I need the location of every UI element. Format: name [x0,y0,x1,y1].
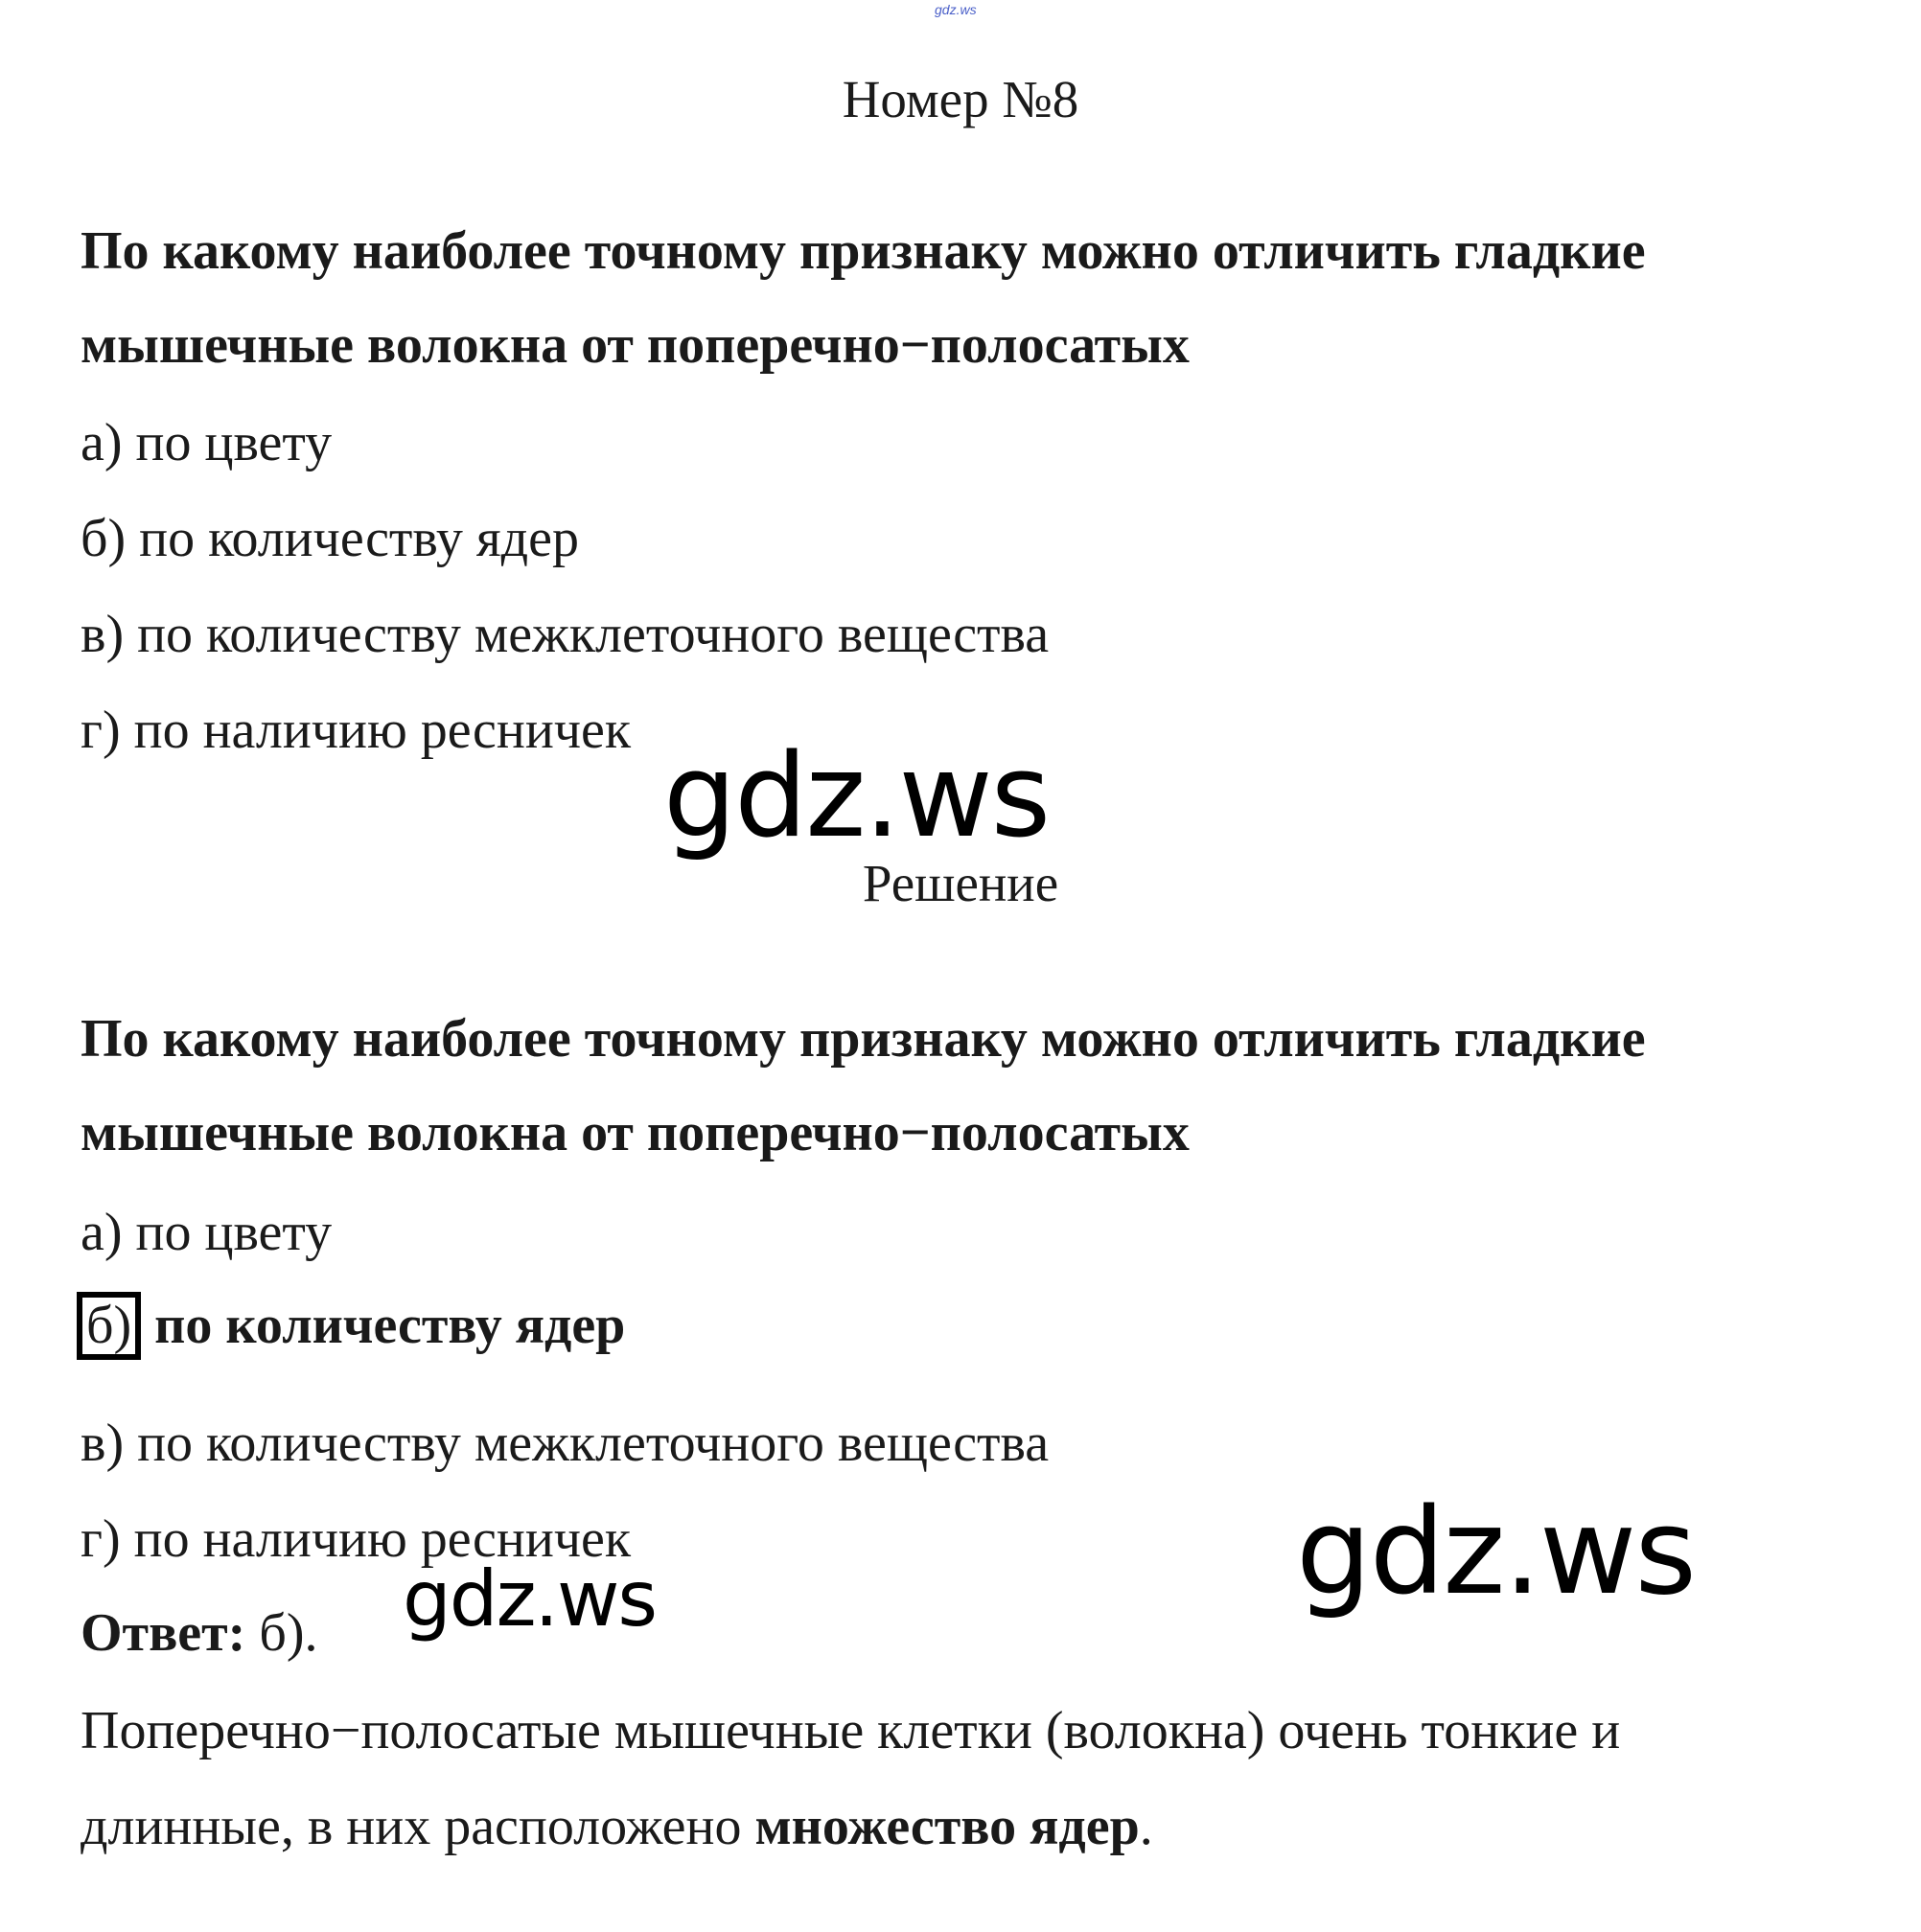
explanation-period: . [1139,1797,1153,1856]
top-watermark: gdz.ws [935,2,977,17]
watermark-small: gdz.ws [403,1554,657,1644]
watermark-middle: gdz.ws [663,730,1050,863]
explanation-emphasis: множество ядер [754,1797,1140,1856]
answer-label: Ответ: [81,1603,246,1663]
watermark-right: gdz.ws [1296,1484,1695,1622]
solution-option-b [77,1292,625,1360]
question-line-2: мышечные волокна от поперечно−полосатых [81,315,1190,375]
question-option-b: б) по количеству ядер [81,509,580,568]
explanation-text: длинные, в них расположено [81,1797,755,1856]
solution-option-g: г) по наличию ресничек [81,1509,632,1569]
explanation-line-2 [81,1796,1153,1857]
answer-value: б). [259,1603,318,1663]
solution-question-line-1: По какому наиболее точному признаку можно отличить гладкие [81,1009,1646,1069]
correct-answer-box: б) [77,1292,141,1360]
question-option-v: в) по количеству межклеточного вещества [81,605,1050,664]
question-option-g: г) по наличию ресничек [81,701,632,760]
solution-heading: Решение [862,854,1059,912]
correct-answer-text: по количеству ядер [154,1296,626,1355]
solution-option-v: в) по количеству межклеточного вещества [81,1414,1050,1473]
page-title: Номер №8 [842,70,1079,128]
answer-line [81,1602,317,1664]
solution-question-line-2: мышечные волокна от поперечно−полосатых [81,1103,1190,1162]
explanation-line-1: Поперечно−полосатые мышечные клетки (волокна) очень тонкие и [81,1701,1621,1760]
solution-option-a: а) по цвету [81,1203,333,1262]
question-line-1: По какому наиболее точному признаку можно отличить гладкие [81,221,1646,281]
question-option-a: а) по цвету [81,413,333,472]
